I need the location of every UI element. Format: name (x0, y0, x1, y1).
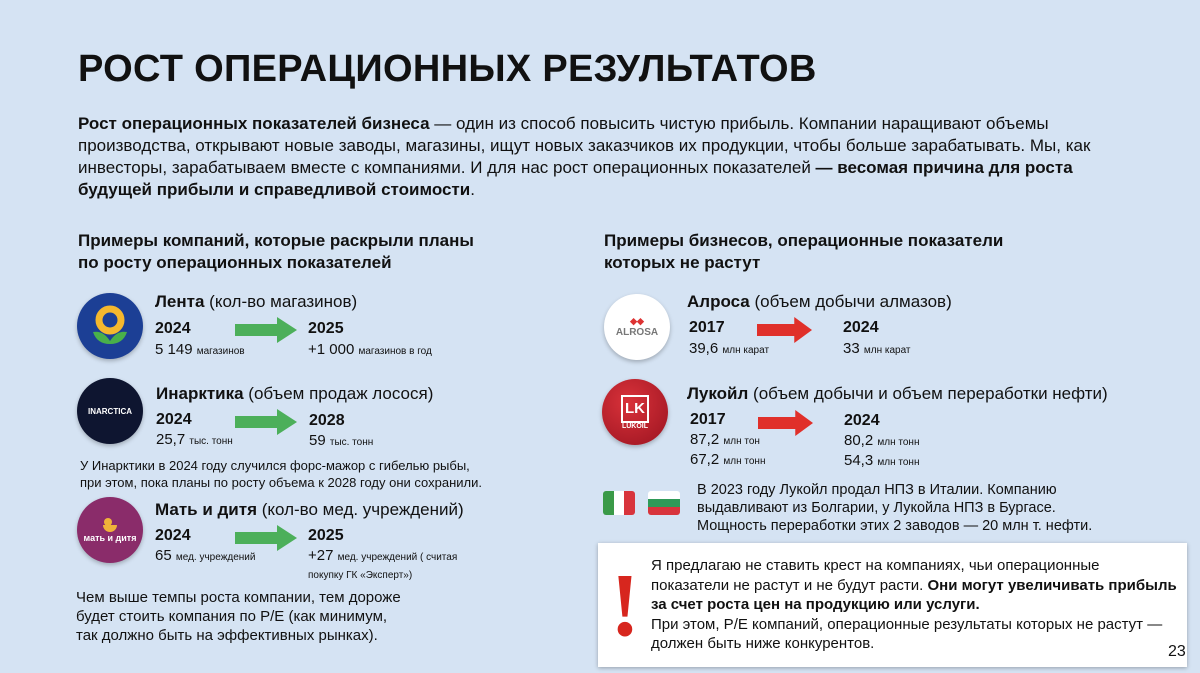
alrosa-logo: ◆◆ ALROSA (604, 294, 670, 360)
italy-flag-icon (603, 491, 635, 515)
conclusion-text: Чем выше темпы роста компании, тем дороже будет стоить компания по P/E (как минимум, так должно быть на эффективных рынках). (76, 589, 401, 644)
intro-text: — один из способ повысить чистую прибыль. Компании наращивают объемы производства, открывают новые заводы, магазины, ищут новых заказчиков их продукции, чтобы больше зарабатывать. Мы, как инвесторы, зарабатываем вместе с компаниями. И для нас рост операционных показателей (78, 114, 1091, 177)
value-from: 65 мед. учреждений (155, 547, 256, 564)
mat-i-ditya-logo: мать и дитя (77, 497, 143, 563)
value-to: 33 млн карат (843, 340, 911, 357)
heading-line: Примеры бизнесов, операционные показатели (604, 231, 1004, 250)
company-name: Алроса (объем добычи алмазов) (687, 292, 952, 311)
lenta-logo (77, 293, 143, 359)
year-to: 2024 (843, 319, 879, 336)
page-number: 23 (1168, 643, 1186, 660)
value-from: 39,6 млн карат (689, 340, 770, 357)
green-arrow-icon (235, 525, 297, 551)
intro-bold-2: — весомая причина для роста будущей прибыли и справедливой стоимости (78, 158, 1073, 199)
exclamation-icon: ! (610, 556, 640, 655)
callout-box (598, 543, 1187, 667)
value-from: 87,2 млн тон (690, 431, 760, 448)
year-to: 2025 (308, 527, 344, 544)
value-from: 25,7 тыс. тонн (156, 431, 233, 448)
year-from: 2017 (690, 411, 726, 428)
year-to: 2025 (308, 320, 344, 337)
year-from: 2024 (156, 411, 192, 428)
intro-bold: Рост операционных показателей бизнеса (78, 114, 430, 133)
value-to: +1 000 магазинов в год (308, 341, 432, 358)
company-name: Лукойл (объем добычи и объем переработки нефти) (687, 384, 1108, 403)
company-name: Лента (кол-во магазинов) (155, 292, 358, 311)
company-name: Мать и дитя (кол-во мед. учреждений) (155, 500, 464, 519)
lenta-flower-icon (85, 301, 135, 351)
lukoil-logo: LK LUKOIL (602, 379, 668, 445)
lukoil-emblem-icon: LK (621, 395, 649, 423)
inarctica-logo: INARCTICA (77, 378, 143, 444)
value-to: 59 тыс. тонн (309, 432, 374, 449)
red-arrow-icon (758, 410, 813, 436)
year-to: 2024 (844, 412, 880, 429)
intro-paragraph (78, 113, 1138, 201)
left-heading (78, 230, 474, 274)
year-to: 2028 (309, 412, 345, 429)
green-arrow-icon (235, 409, 297, 435)
value-to-note: покупку ГК «Эксперт») (308, 570, 413, 581)
value-to-2: 54,3 млн тонн (844, 452, 920, 469)
right-heading (604, 230, 1003, 274)
heading-line: Примеры компаний, которые раскрыли планы (78, 231, 474, 250)
bulgaria-flag-icon (648, 491, 680, 515)
value-from-2: 67,2 млн тонн (690, 451, 766, 468)
value-from: 5 149 магазинов (155, 341, 245, 358)
red-arrow-icon (757, 317, 812, 343)
flags-note: В 2023 году Лукойл продал НПЗ в Италии. Компанию выдавливают из Болгарии, у Лукойла НПЗ в Бургасе. Мощность переработки этих 2 заводов — 20 млн т. нефти. (697, 482, 1093, 534)
value-to: +27 мед. учреждений ( считая (308, 547, 458, 564)
value-to: 80,2 млн тонн (844, 432, 920, 449)
year-from: 2024 (155, 527, 191, 544)
year-from: 2024 (155, 320, 191, 337)
page-title: РОСТ ОПЕРАЦИОННЫХ РЕЗУЛЬТАТОВ (78, 48, 817, 90)
mother-child-icon (100, 517, 120, 533)
intro-end: . (470, 180, 475, 199)
inarctica-note: У Инарктики в 2024 году случился форс-мажор с гибелью рыбы, при этом, пока планы по росту объема к 2028 году они сохранили. (80, 458, 482, 490)
year-from: 2017 (689, 319, 725, 336)
company-name: Инарктика (объем продаж лосося) (156, 384, 434, 403)
callout-text: Я предлагаю не ставить крест на компаниях, чьи операционные показатели не растут и не будут расти. Они могут увеличивать прибыль за счет роста цен на продукцию или услуги. При этом, P/E компаний, операционные результаты которых не растут — должен быть ниже конкурентов. (651, 557, 1177, 652)
heading-line: по росту операционных показателей (78, 253, 392, 272)
green-arrow-icon (235, 317, 297, 343)
heading-line: которых не растут (604, 253, 761, 272)
alrosa-emblem-icon: ◆◆ (630, 316, 644, 326)
